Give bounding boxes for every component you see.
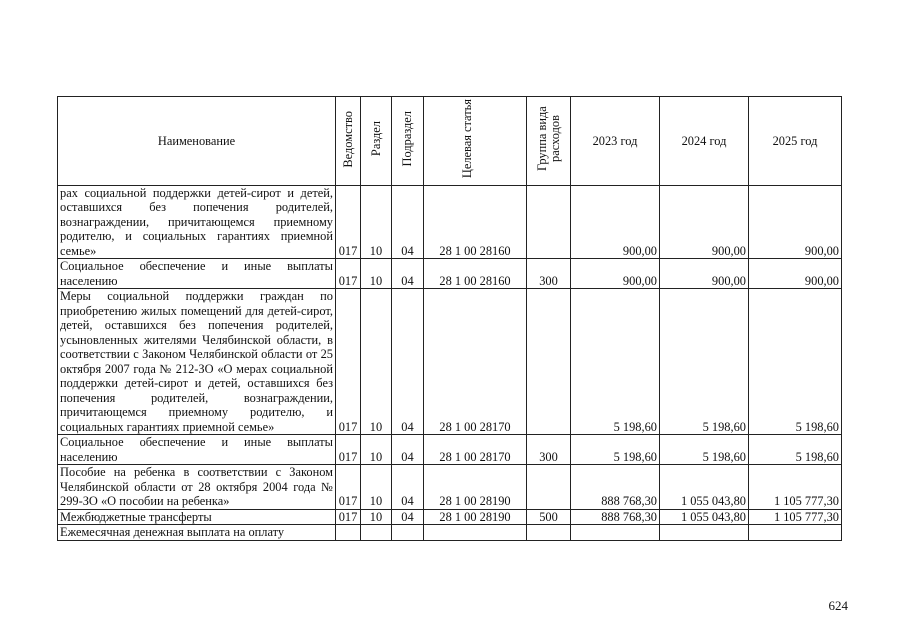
row-2024: 900,00 [660, 185, 749, 259]
row-podrazdel: 04 [392, 435, 424, 465]
row-2023: 900,00 [571, 259, 660, 289]
row-razdel: 10 [361, 289, 392, 435]
header-vedomstvo [336, 97, 361, 186]
table-row [58, 185, 842, 259]
row-celevaya: 28 1 00 28170 [424, 435, 527, 465]
table-header-row [58, 97, 842, 186]
table-row [58, 435, 842, 465]
row-razdel: 10 [361, 465, 392, 510]
row-name: Меры социальной поддержки граждан по приобретению жилых помещений для детей-сирот, детей, оставшихся без попечения родителей, усыновленных жителями Челябинской области, в соответствии с Законом Челябинской области от 25 октября 2007 года № 212-ЗО «О мерах социальной поддержки детей-сирот и детей, оставшихся без попечения родителей, вознаграждении, причитающемся приемному родителю, и социальных гарантиях приемной семье» [58, 289, 336, 435]
row-2024: 5 198,60 [660, 289, 749, 435]
row-ved: 017 [336, 465, 361, 510]
row-podrazdel: 04 [392, 259, 424, 289]
row-razdel: 10 [361, 509, 392, 525]
budget-table [57, 96, 842, 541]
header-name [58, 97, 336, 186]
row-podrazdel: 04 [392, 185, 424, 259]
row-2023: 888 768,30 [571, 509, 660, 525]
row-gruppa [527, 525, 571, 541]
row-2024: 5 198,60 [660, 435, 749, 465]
row-razdel: 10 [361, 259, 392, 289]
row-podrazdel [392, 525, 424, 541]
row-razdel: 10 [361, 185, 392, 259]
header-podrazdel [392, 97, 424, 186]
row-2025: 1 105 777,30 [749, 509, 842, 525]
row-ved [336, 525, 361, 541]
row-2023: 900,00 [571, 185, 660, 259]
row-gruppa: 500 [527, 509, 571, 525]
row-celevaya: 28 1 00 28160 [424, 259, 527, 289]
row-2023 [571, 525, 660, 541]
header-name-label: Наименование [157, 133, 236, 148]
row-ved: 017 [336, 435, 361, 465]
row-2025: 1 105 777,30 [749, 465, 842, 510]
header-2025-label: 2025 год [772, 133, 818, 148]
header-gruppa [527, 97, 571, 186]
header-2025 [749, 97, 842, 186]
row-podrazdel: 04 [392, 465, 424, 510]
row-celevaya [424, 525, 527, 541]
table-row [58, 525, 842, 541]
row-name: рах социальной поддержки детей-сирот и детей, оставшихся без попечения родителей, вознаграждении, причитающемся приемному родителю, и социальных гарантиях приемной семье» [58, 185, 336, 259]
table-row [58, 289, 842, 435]
header-celevaya [424, 97, 527, 186]
header-podrazdel-label: Подраздел [400, 111, 414, 167]
row-gruppa [527, 185, 571, 259]
row-ved: 017 [336, 509, 361, 525]
row-ved: 017 [336, 259, 361, 289]
row-gruppa: 300 [527, 435, 571, 465]
row-celevaya: 28 1 00 28170 [424, 289, 527, 435]
header-razdel [361, 97, 392, 186]
row-2024: 900,00 [660, 259, 749, 289]
row-celevaya: 28 1 00 28160 [424, 185, 527, 259]
row-2025: 900,00 [749, 259, 842, 289]
table-row [58, 259, 842, 289]
row-podrazdel: 04 [392, 289, 424, 435]
row-razdel: 10 [361, 435, 392, 465]
row-name: Пособие на ребенка в соответствии с Законом Челябинской области от 28 октября 2004 года № 299-ЗО «О пособии на ребенка» [58, 465, 336, 510]
row-2023: 5 198,60 [571, 289, 660, 435]
row-name: Социальное обеспечение и иные выплаты населению [58, 259, 336, 289]
row-gruppa: 300 [527, 259, 571, 289]
row-razdel [361, 525, 392, 541]
row-2025: 5 198,60 [749, 289, 842, 435]
row-name: Межбюджетные трансферты [58, 509, 336, 525]
table-row [58, 509, 842, 525]
header-2024-label: 2024 год [681, 133, 727, 148]
header-razdel-label: Раздел [368, 121, 383, 157]
header-2023-label: 2023 год [592, 133, 638, 148]
row-podrazdel: 04 [392, 509, 424, 525]
header-2024 [660, 97, 749, 186]
header-2023 [571, 97, 660, 186]
header-gruppa-label: Группа вида расходов [534, 106, 562, 172]
row-2024: 1 055 043,80 [660, 509, 749, 525]
table-row [58, 465, 842, 510]
row-celevaya: 28 1 00 28190 [424, 465, 527, 510]
row-2025 [749, 525, 842, 541]
header-vedomstvo-label: Ведомство [340, 110, 355, 168]
row-name: Ежемесячная денежная выплата на оплату [58, 525, 336, 541]
row-2024 [660, 525, 749, 541]
row-2025: 5 198,60 [749, 435, 842, 465]
row-2024: 1 055 043,80 [660, 465, 749, 510]
row-ved: 017 [336, 185, 361, 259]
header-celevaya-label: Целевая статья [460, 99, 474, 179]
row-2025: 900,00 [749, 185, 842, 259]
page-number: 624 [828, 598, 848, 613]
row-gruppa [527, 289, 571, 435]
row-2023: 888 768,30 [571, 465, 660, 510]
row-2023: 5 198,60 [571, 435, 660, 465]
row-name: Социальное обеспечение и иные выплаты населению [58, 435, 336, 465]
row-celevaya: 28 1 00 28190 [424, 509, 527, 525]
row-ved: 017 [336, 289, 361, 435]
row-gruppa [527, 465, 571, 510]
